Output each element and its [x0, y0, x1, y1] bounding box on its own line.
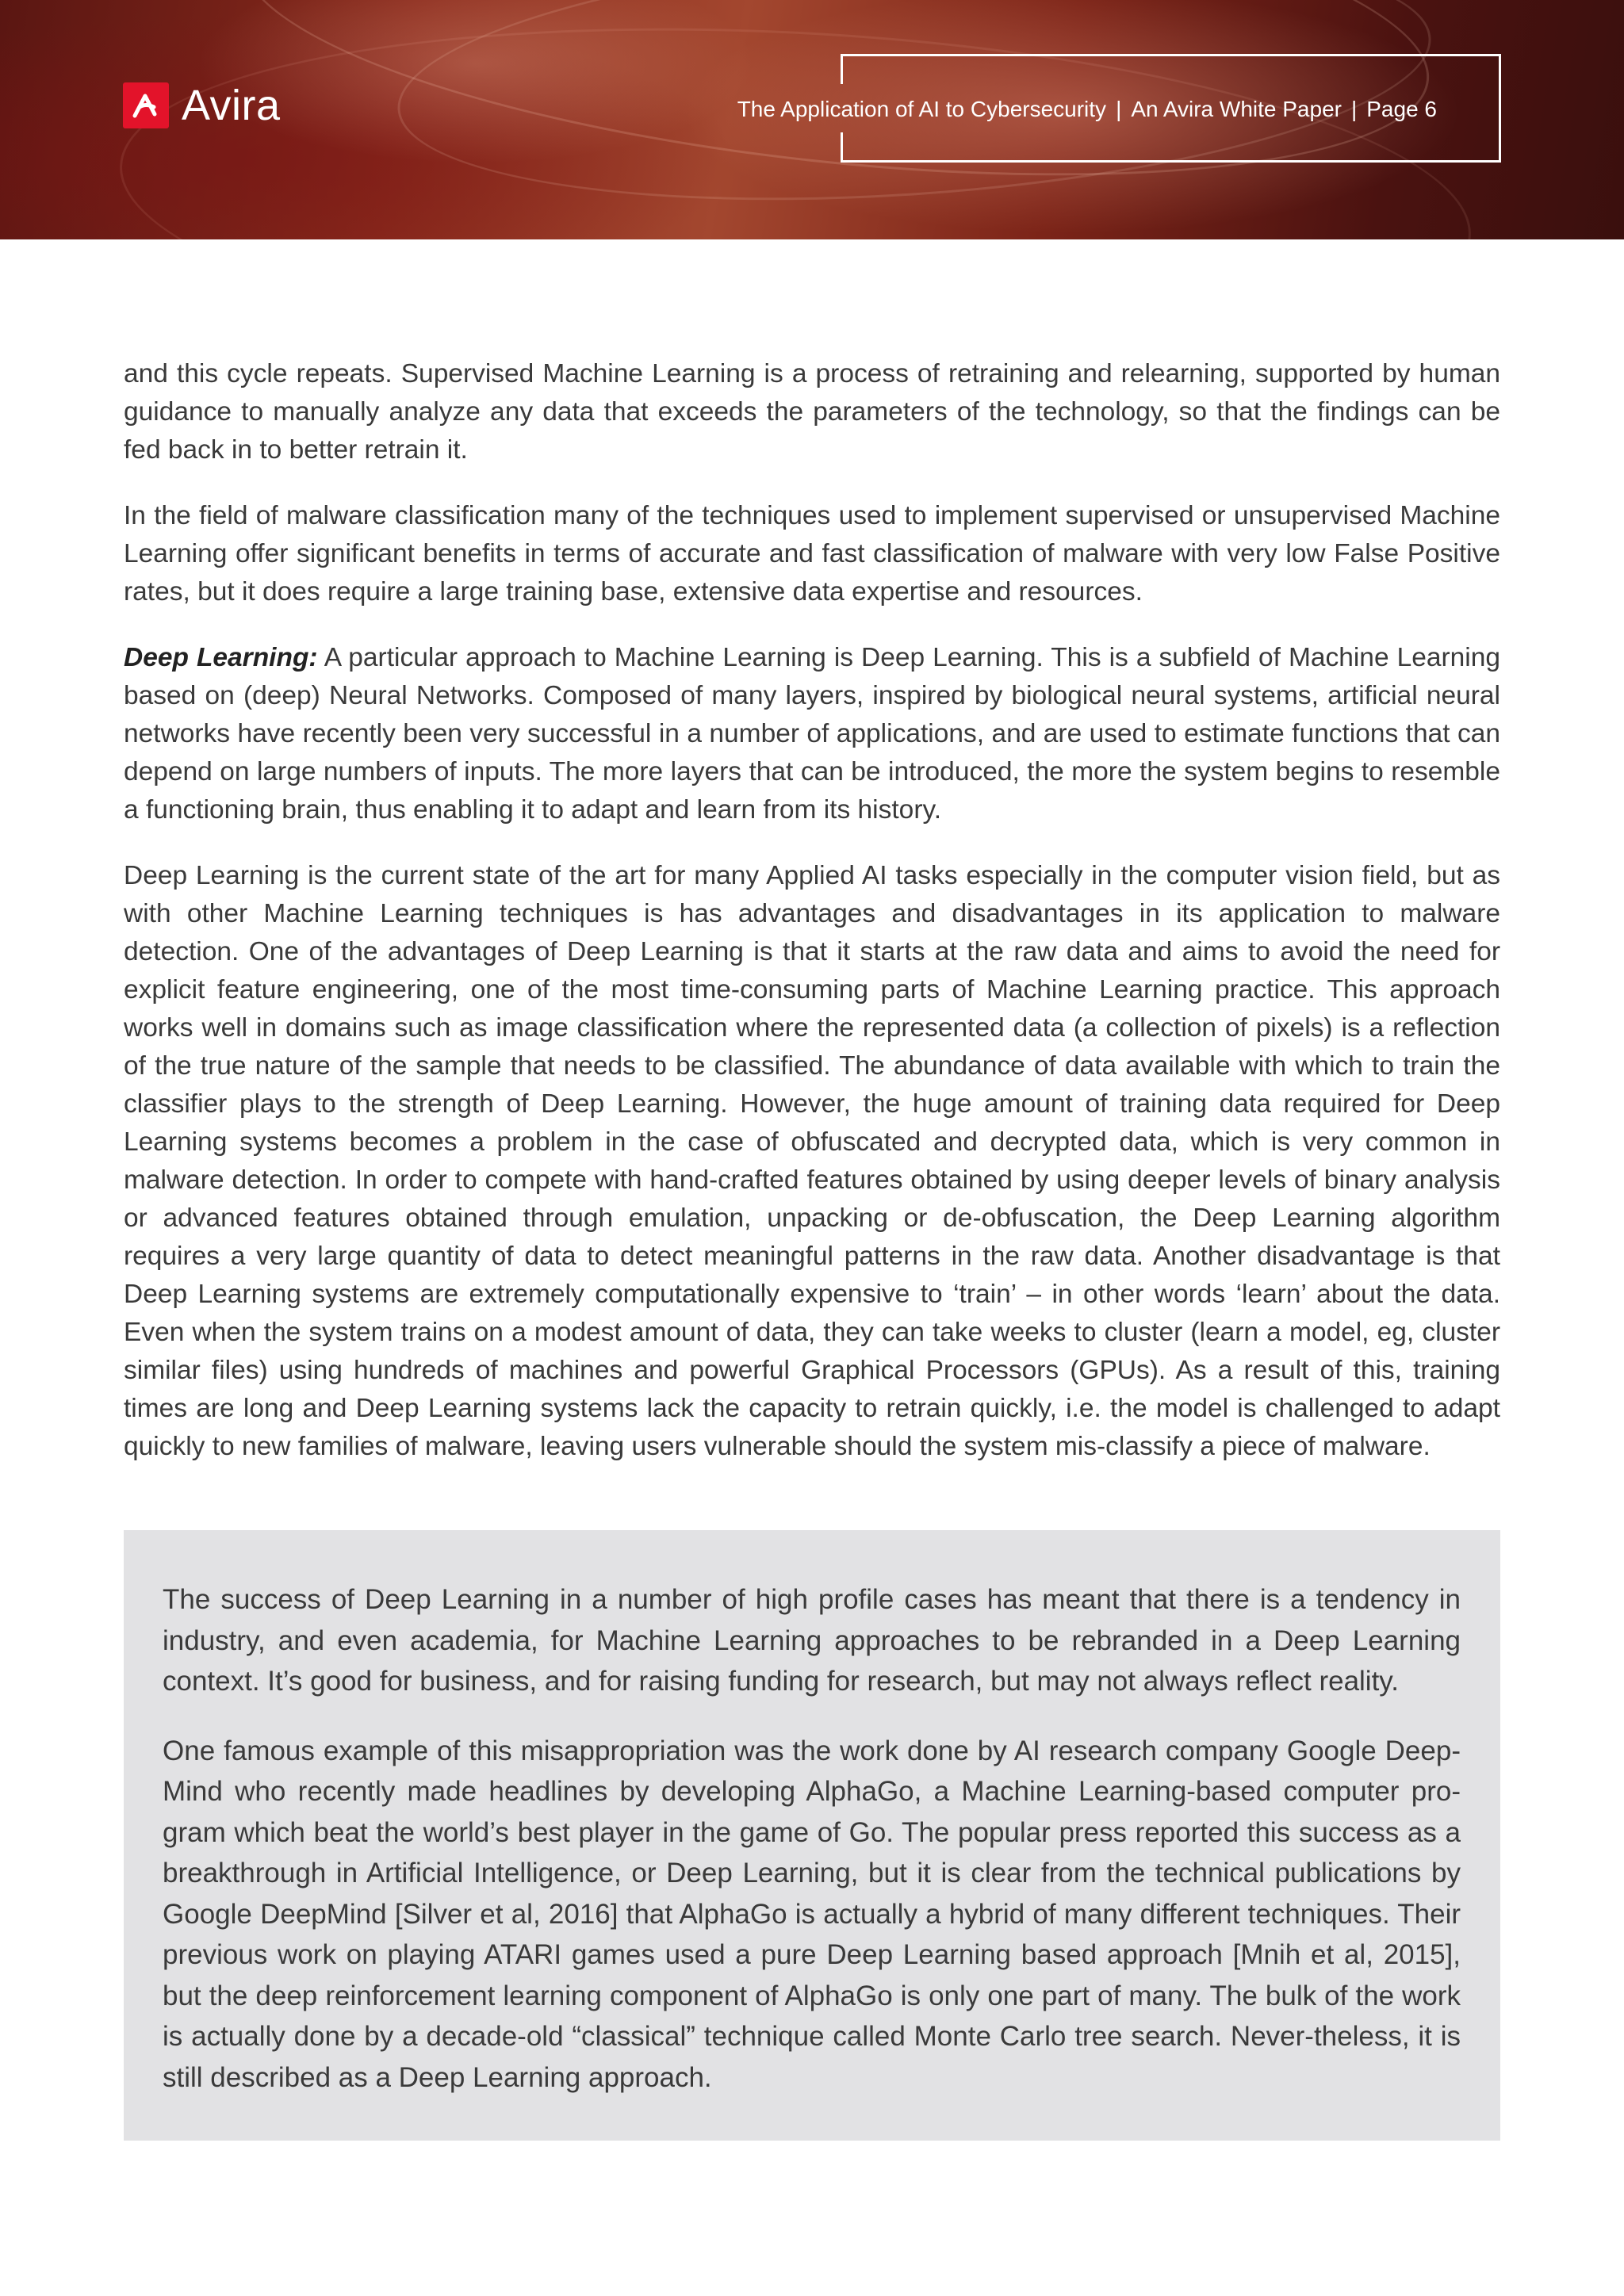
avira-logo — [123, 82, 281, 128]
callout-paragraph: The success of Deep Learning in a number of high profile cases has meant that there is a tendency in industry, and even academia, for Machine Learning approaches to be rebranded in a Deep Learning context. It’s good for business, and for raising funding for research, but may not always reflect reality. — [163, 1584, 1461, 1697]
header-separator: | — [1116, 97, 1122, 121]
callout-paragraph: One famous example of this misappropriation was the work done by AI research company Google Deep-Mind who recently made headlines by developing AlphaGo, a Machine Learning-based computer pro-gram which beat the world’s best player in the game of Go. The popular press reported this success as a breakthrough in Artificial Intelligence, or Deep Learning, but it is clear from the technical publications by Google DeepMind [Silver et al, 2016] that AlphaGo is actually a hybrid of many different techniques. Their previous work on playing ATARI games used a pure Deep Learning based approach [Mnih et al, 2015], but the deep reinforcement learning component of AlphaGo is only one part of many. The bulk of the work is actually done by a decade-old “classical” technique called Monte Carlo tree search. Never-theless, it is still described as a Deep Learning approach. — [163, 1735, 1461, 2093]
main-content — [124, 355, 1500, 1494]
paragraph: Deep Learning is the current state of the art for many Applied AI tasks especially in the computer vision field, but as with other Machine Learning techniques is has advantages and disadvantages in its application to malware detection. One of the advantages of Deep Learning is that it starts at the raw data and aims to avoid the need for explicit feature engineering, one of the most time-consuming parts of Machine Learning practice. This approach works well in domains such as image classification where the represented data (a collection of pixels) is a reflection of the true nature of the sample that needs to be classified. The abundance of data available with which to train the classifier plays to the strength of Deep Learning. However, the huge amount of training data required for Deep Learning systems becomes a problem in the case of obfuscated and decrypted data, which is very common in malware detection. In order to compete with hand-crafted features obtained by using deeper levels of binary analysis or advanced features obtained through emulation, unpacking or de-obfuscation, the Deep Learning algorithm requires a very large quantity of data to detect meaningful patterns in the raw data. Another disadvantage is that Deep Learning systems are extremely computationally expensive to ‘train’ – in other words ‘learn’ about the data. Even when the system trains on a modest amount of data, they can take weeks to cluster (learn a model, eg, cluster similar files) using hundreds of machines and powerful Graphical Processors (GPUs). As a result of this, training times are long and Deep Learning systems lack the capacity to retrain quickly, i.e. the model is challenged to adapt quickly to new families of malware, leaving users vulnerable should the system mis-classify a piece of malware. — [124, 861, 1500, 1461]
document-title: The Application of AI to Cybersecurity — [737, 97, 1107, 121]
term-label: Deep Learning: — [124, 643, 318, 672]
paragraph: and this cycle repeats. Supervised Machine Learning is a process of retraining and relearning, supported by human guidance to manually analyze any data that exceeds the parameters of the technology, so that the findings can be fed back in to better retrain it. — [124, 359, 1500, 465]
paragraph: In the field of malware classification many of the techniques used to implement supervised or unsupervised Machine Learning offer significant benefits in terms of accurate and fast classification of malware with very low False Positive rates, but it does require a large training base, extensive data expertise and resources. — [124, 501, 1500, 607]
paragraph-deep-learning — [124, 639, 1500, 829]
avira-umbrella-icon — [123, 82, 169, 128]
running-header — [737, 96, 1437, 123]
page-header — [0, 0, 1624, 239]
brand-name: Avira — [182, 82, 281, 129]
header-separator: | — [1350, 97, 1358, 121]
page-number: Page 6 — [1366, 97, 1437, 121]
paragraph-text: A particular approach to Machine Learning is Deep Learning. This is a subfield of Machine Learning based on (deep) Neural Networks. Composed of many layers, inspired by biological neural systems, artificial neural networks have recently been very successful in a number of applications, and are used to estimate functions that can depend on large numbers of inputs. The more layers that can be introduced, the more the system begins to resemble a functioning brain, thus enabling it to adapt and learn from its history. — [124, 643, 1500, 825]
callout-box — [124, 1530, 1500, 2141]
series-name: An Avira White Paper — [1131, 97, 1342, 121]
